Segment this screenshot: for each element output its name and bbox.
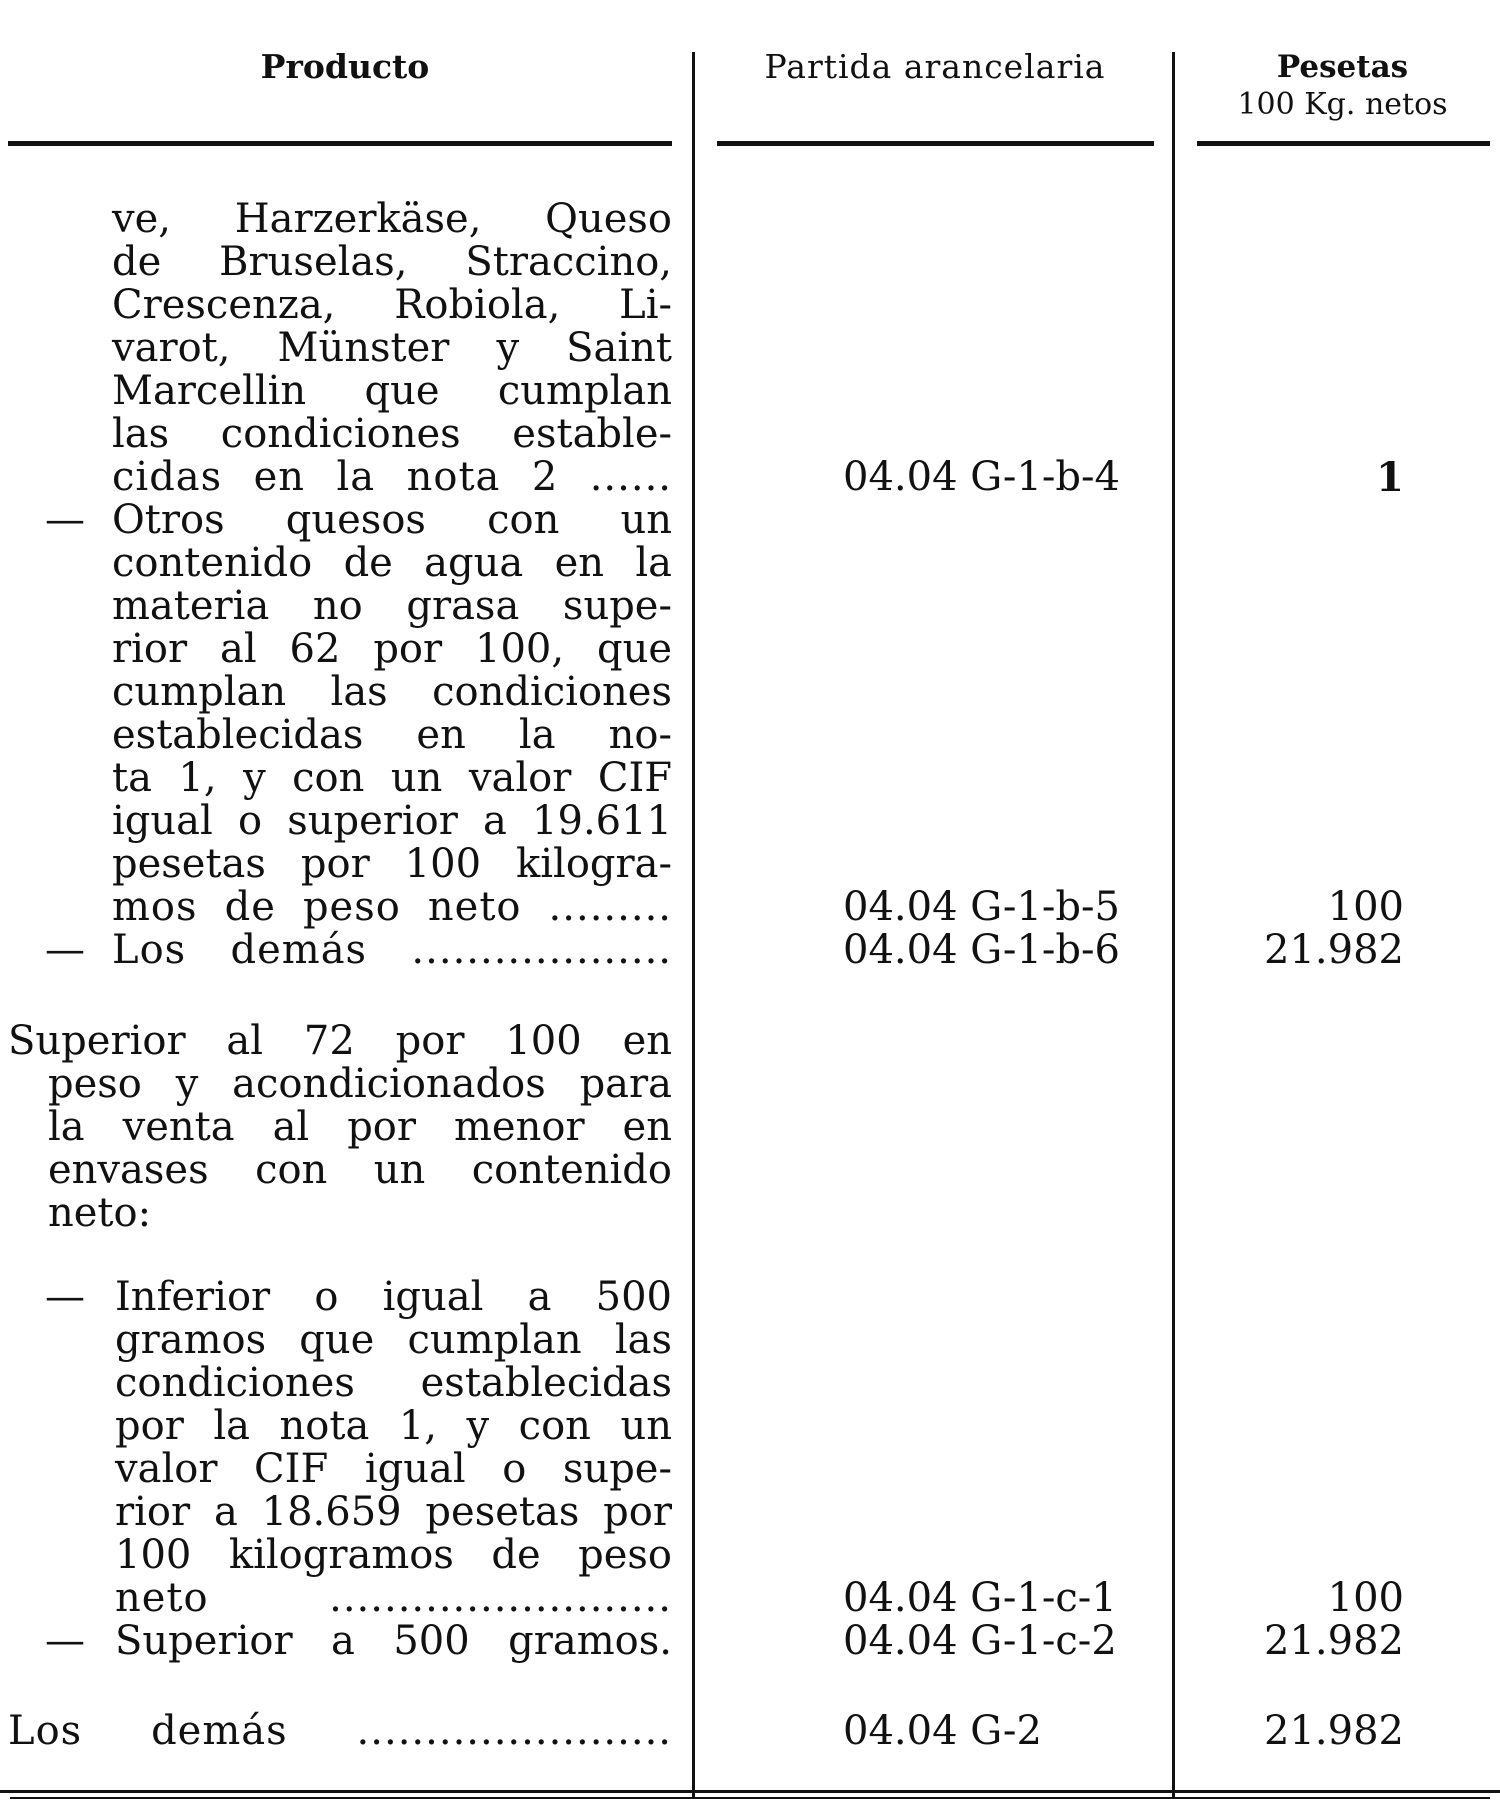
partida-code: 04.04 G-1-b-4 — [843, 454, 1120, 500]
product-line: neto ......................... — [115, 1575, 672, 1621]
product-line: establecidas en la no- — [112, 712, 672, 758]
product-description — [115, 1276, 672, 1620]
product-line: 100 kilogramos de peso — [115, 1532, 672, 1578]
product-description — [112, 929, 672, 972]
bottom-rule — [0, 1790, 1500, 1793]
pesetas-value: 21.982 — [1264, 1618, 1404, 1664]
pesetas-value: 21.982 — [1264, 927, 1404, 973]
product-description — [8, 1710, 672, 1753]
partida-code: 04.04 G-1-c-1 — [843, 1575, 1117, 1621]
product-line: Crescenza, Robiola, Li- — [112, 282, 672, 328]
header-pesetas-line2: 100 Kg. netos — [1237, 87, 1448, 122]
column-divider-1 — [692, 52, 695, 1797]
product-line: igual o superior a 19.611 — [112, 798, 672, 844]
product-description — [8, 1020, 672, 1063]
product-line: cumplan las condiciones — [112, 669, 672, 715]
product-line: de Bruselas, Straccino, — [112, 239, 672, 285]
product-line: por la nota 1, y con un — [115, 1403, 672, 1449]
product-line: ve, Harzerkäse, Queso — [112, 196, 672, 242]
product-line: pesetas por 100 kilogra- — [112, 841, 672, 887]
product-description-continued — [48, 1063, 672, 1235]
partida-code: 04.04 G-1-c-2 — [843, 1618, 1117, 1664]
product-line: condiciones establecidas — [115, 1360, 672, 1406]
product-line: Otros quesos con un — [112, 497, 672, 543]
product-line: neto: — [48, 1190, 152, 1236]
product-description — [112, 499, 672, 929]
product-line: contenido de agua en la — [112, 540, 672, 586]
product-line: las condiciones estable- — [112, 411, 672, 457]
product-line: ta 1, y con un valor CIF — [112, 755, 672, 801]
product-line: varot, Münster y Saint — [112, 325, 672, 371]
product-line: Los demás ....................... — [8, 1708, 672, 1754]
dash-marker: — — [45, 1274, 85, 1320]
product-line: materia no grasa supe- — [112, 583, 672, 629]
product-description — [115, 1620, 672, 1663]
product-line: Los demás ................... — [112, 927, 672, 973]
product-line: valor CIF igual o supe- — [115, 1446, 672, 1492]
product-line: peso y acondicionados para — [48, 1061, 672, 1107]
product-line: mos de peso neto ......... — [112, 884, 672, 930]
product-line: Superior al 72 por 100 en — [8, 1018, 672, 1064]
product-line: Marcellin que cumplan — [112, 368, 672, 414]
product-line: Superior a 500 gramos. — [115, 1618, 672, 1664]
dash-marker: — — [45, 1618, 85, 1664]
header-partida-arancelaria: Partida arancelaria — [764, 47, 1106, 86]
product-description — [112, 198, 672, 499]
header-pesetas — [1185, 48, 1500, 124]
header-product: Producto — [260, 47, 430, 86]
product-line: Inferior o igual a 500 — [115, 1274, 672, 1320]
header-rule-product — [8, 141, 672, 146]
product-line: cidas en la nota 2 ...... — [112, 454, 672, 500]
header-pesetas-line1: Pesetas — [1276, 49, 1409, 85]
product-line: envases con un contenido — [48, 1147, 672, 1193]
dash-marker: — — [45, 497, 85, 543]
bottom-rule-secondary — [10, 1797, 1490, 1799]
product-line: rior al 62 por 100, que — [112, 626, 672, 672]
product-line: rior a 18.659 pesetas por — [115, 1489, 672, 1535]
header-rule-partida — [717, 141, 1154, 146]
pesetas-value: 21.982 — [1264, 1708, 1404, 1754]
product-line: la venta al por menor en — [48, 1104, 672, 1150]
column-divider-2 — [1172, 52, 1175, 1797]
header-rule-pesetas — [1197, 141, 1490, 146]
partida-code: 04.04 G-2 — [843, 1708, 1042, 1754]
dash-marker: — — [45, 927, 85, 973]
product-line: gramos que cumplan las — [115, 1317, 672, 1363]
pesetas-value: 100 — [1327, 884, 1404, 930]
pesetas-value: 100 — [1327, 1575, 1404, 1621]
partida-code: 04.04 G-1-b-6 — [843, 927, 1120, 973]
partida-code: 04.04 G-1-b-5 — [843, 884, 1120, 930]
pesetas-value: 1 — [1376, 454, 1404, 501]
